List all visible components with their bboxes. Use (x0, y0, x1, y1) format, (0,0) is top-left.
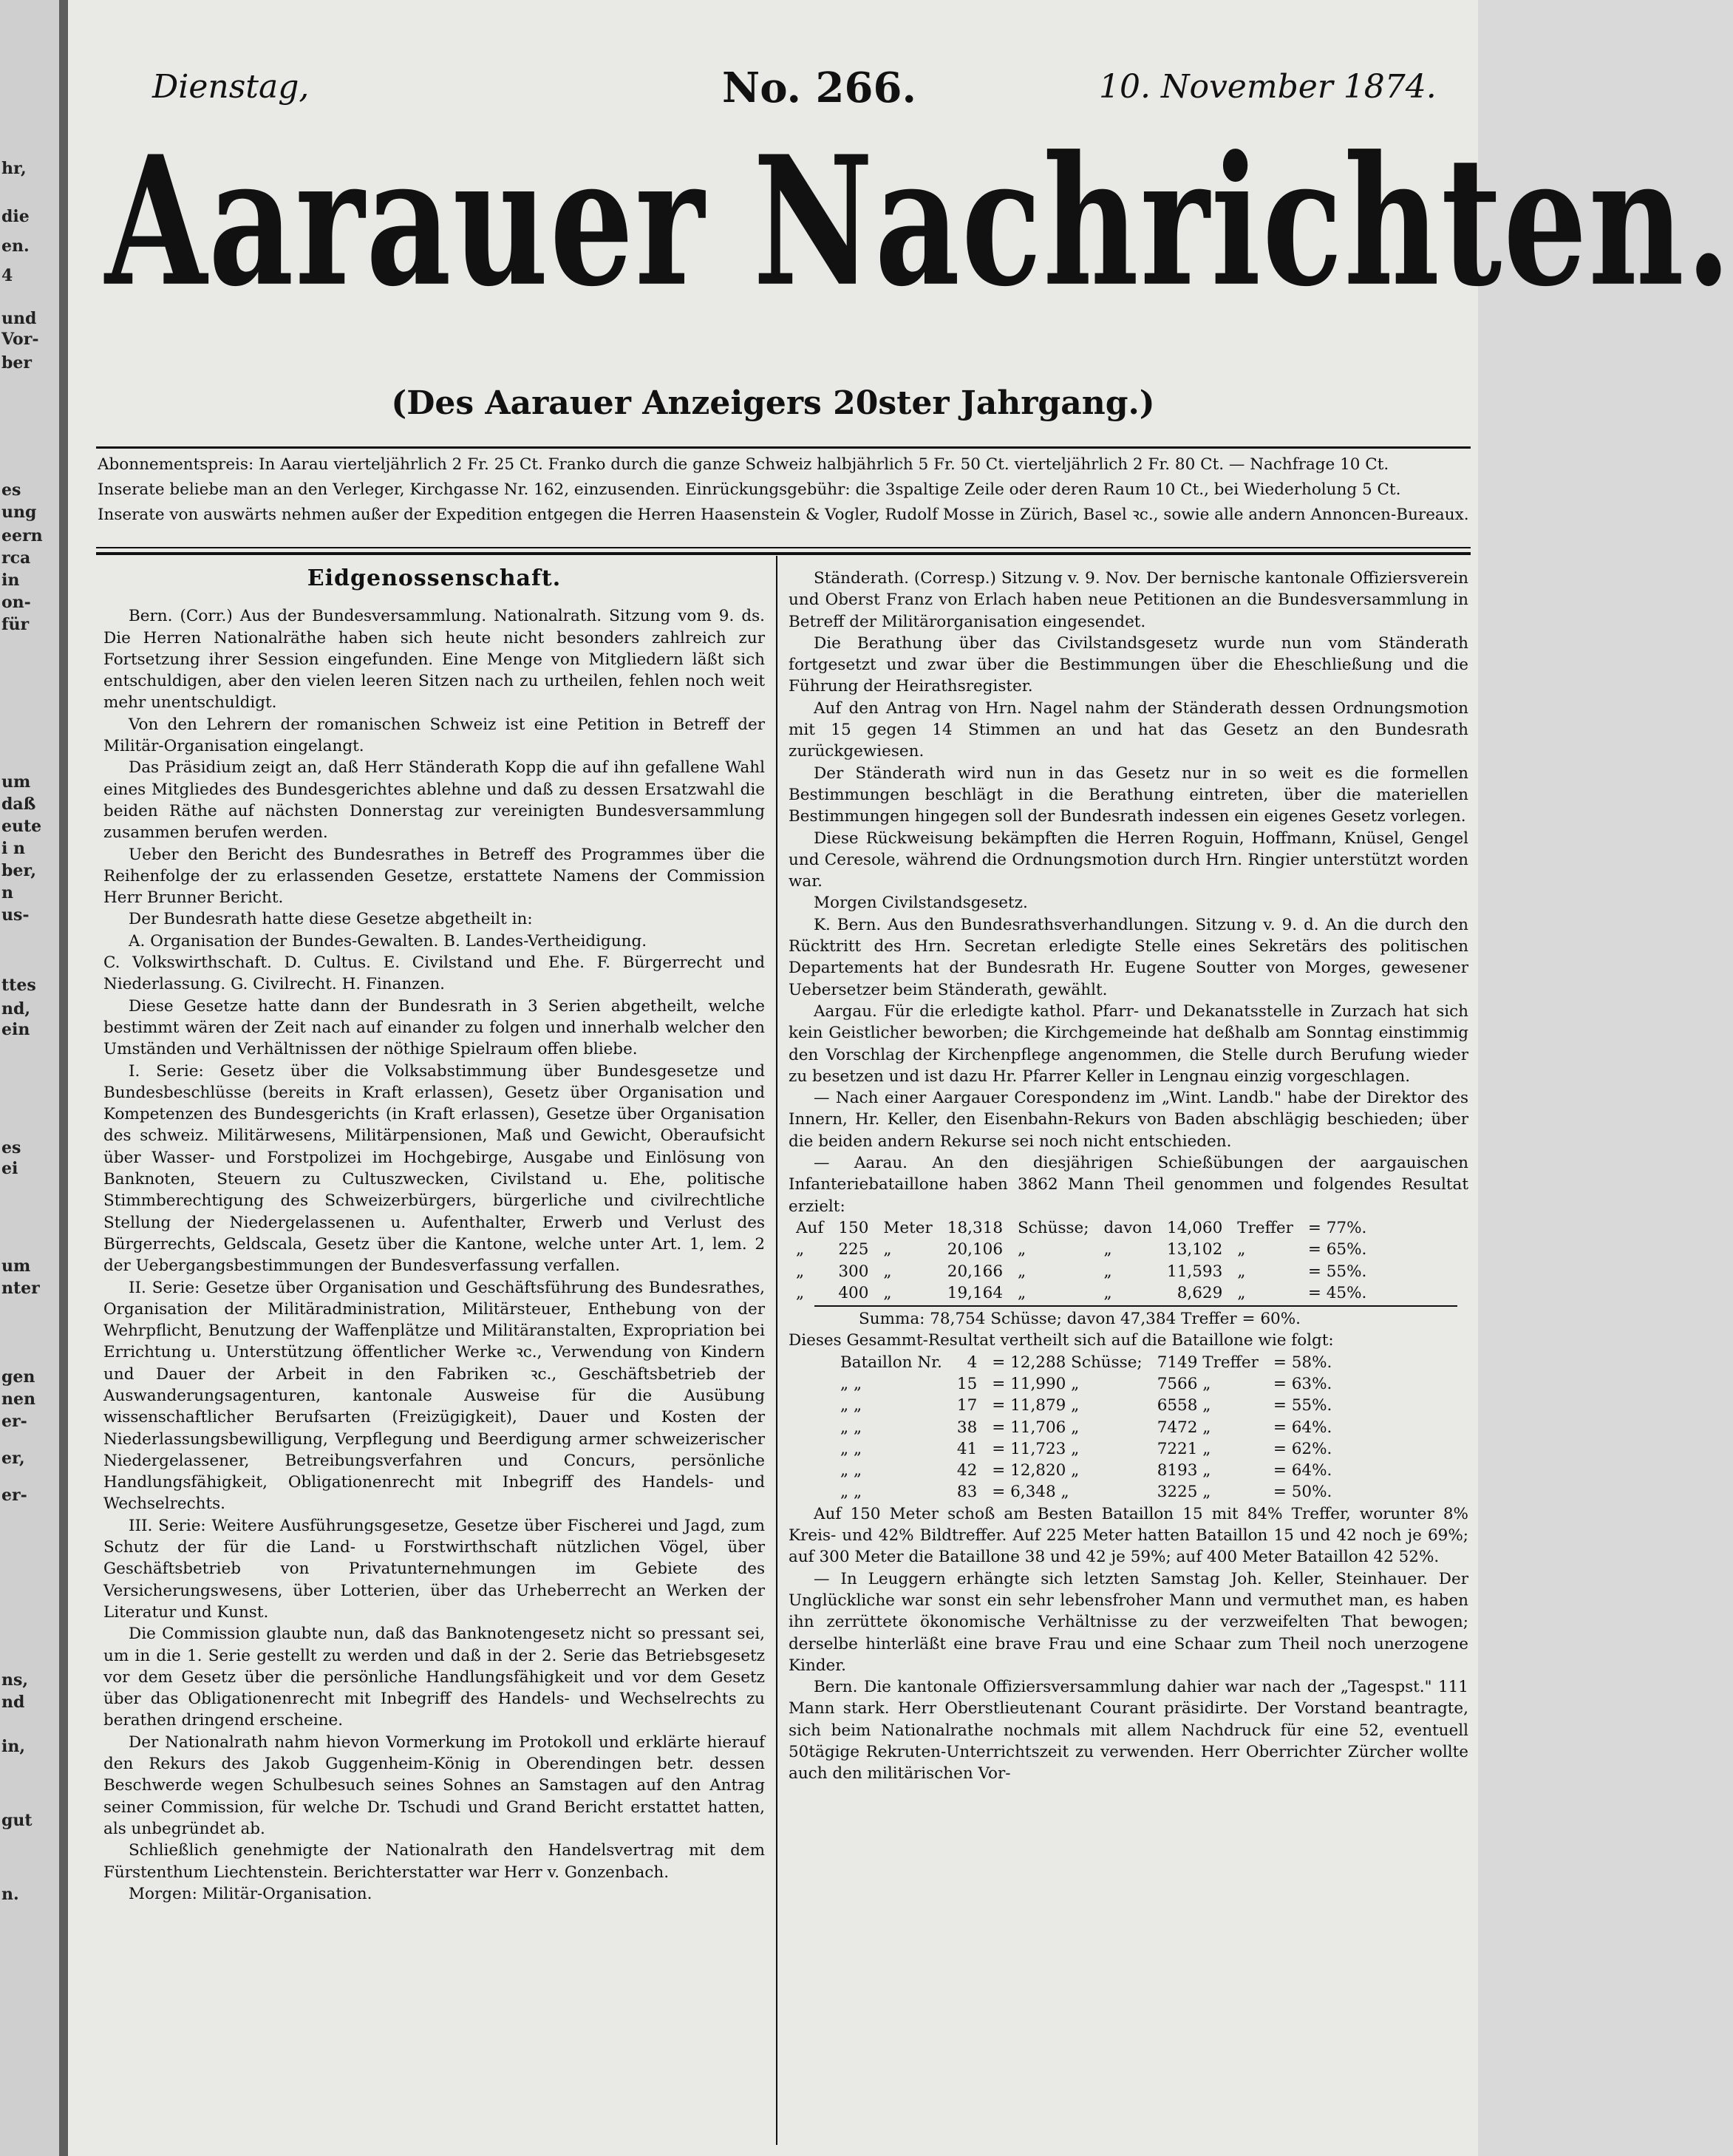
page-fold-shadow (59, 0, 68, 2156)
battalion-cell: „ „ (840, 1483, 862, 1502)
previous-page-fragment: nter (1, 1279, 40, 1298)
article-paragraph: — In Leuggern erhängte sich letzten Samstag Joh. Keller, Steinhauer. Der Unglückliche war sonst ein sehr lebensfroher Mann und vermuthet man, es haben ihn zerrüttete ökonomische Verhältnisse zu der verzweifelten That bewogen; derselbe hinterläßt eine brave Frau und eine Schaar zum Theil noch unerzogene Kinder. (789, 1569, 1468, 1675)
previous-page-fragment: i n (1, 839, 26, 858)
result-row (789, 1239, 1374, 1260)
battalion-cell: = 64%. (1273, 1461, 1332, 1480)
battalion-row (833, 1373, 1339, 1395)
previous-page-fragment: n. (1, 1885, 19, 1904)
distribution-intro: Dieses Gesammt-Resultat vertheilt sich auf die Bataillone wie folgt: (789, 1331, 1334, 1350)
previous-page-fragment: ein (1, 1020, 30, 1039)
article-paragraph: Die Berathung über das Civilstandsgesetz wurde nun vom Ständerath fortgesetzt und zwar über die Bestimmungen über die Eheschließung und die Führung der Heirathsregister. (789, 633, 1468, 696)
result-cell: „ (1018, 1262, 1026, 1281)
article-paragraph: C. Volkswirthschaft. D. Cultus. E. Civilstand und Ehe. F. Bürgerrecht und Niederlassung. G. Civilrecht. H. Finanzen. (103, 953, 765, 994)
previous-page-fragment: nd, (1, 999, 31, 1019)
result-cell: 150 (838, 1218, 869, 1237)
battalion-cell: = 63%. (1273, 1374, 1332, 1393)
article-paragraph: Die Commission glaubte nun, daß das Banknotengesetz nicht so pressant sei, um in die 1. Serie gestellt zu werden und daß in der 2. Serie das Betriebsgesetz vor dem Gesetz über die persönliche Handlungsfähigkeit und vor dem Gesetz über das Obligationenrecht mit Inbegriff des Handels- und Wechselrechts zu berathen dringend erscheine. (103, 1625, 765, 1730)
battalion-cell: Bataillon Nr. (840, 1353, 942, 1372)
left-column (103, 565, 765, 1905)
battalion-cell: 7472 „ (1157, 1418, 1211, 1437)
previous-page-fragment: für (1, 615, 30, 634)
previous-page-fragment: um (1, 772, 31, 792)
previous-page-fragment: er, (1, 1449, 25, 1468)
result-cell: „ (796, 1283, 805, 1302)
article-paragraph: Ständerath. (Corresp.) Sitzung v. 9. Nov. Der bernische kantonale Offiziersverein und Oberst Franz von Erlach haben neue Petitionen an die Bundesversammlung in Betreff der Militärorganisation eingesendet. (789, 569, 1468, 631)
article-paragraph: II. Serie: Gesetze über Organisation und Geschäftsführung des Bundesrathes, Organisation der Militäradministration, Militärsteuer, Enthebung von der Wehrpflicht, Benutzung der Waffenplätze und Militäranstalten, Expropriation bei Errichtung u. Unterstützung öffentlicher Werke ꝛc., Verwendung von Kindern und Dauer der Arbeit in den Fabriken ꝛc., Geschäftsbetrieb der Auswanderungsagenturen, kantonale Ausweise für die Ausübung wissenschaftlicher Berufsarten (Freizügigkeit), Dauer und Kosten der Niederlassungsbewilligung, Verpflegung und Beerdigung armer schweizerischer Niedergelassener, Betreibungsverfahren und Concurs, persönliche Handlungsfähigkeit, Obligationenrecht mit Inbegriff des Handels- und Wechselrechts. (103, 1278, 765, 1514)
result-cell: 400 (838, 1283, 869, 1302)
battalion-cell: = 62%. (1273, 1439, 1332, 1458)
article-paragraph: Der Nationalrath nahm hievon Vormerkung im Protokoll und erklärte hierauf den Rekurs des Jakob Guggenheim-König in Oberendingen betr. dessen Beschwerde wegen Schulbesuch seines Sohnes an Samstagen auf den Antrag seiner Commission, für welche Dr. Tschudi und Grand Bericht erstattet hatten, als unbegründet ab. (103, 1732, 765, 1838)
result-cell: „ (1103, 1262, 1112, 1281)
article-paragraph: Aargau. Für die erledigte kathol. Pfarr- und Dekanatsstelle in Zurzach hat sich kein Geistlicher beworben; die Kirchgemeinde hat deßhalb am Sonntag einstimmig den Vorschlag der Kirchenpflege angenommen, die Stelle durch Berufung wieder zu besetzen und ist dazu Hr. Pfarrer Keller in Lengnau einzig vorgeschlagen. (789, 1002, 1468, 1086)
article-paragraph: Bern. Die kantonale Offiziersversammlung dahier war nach der „Tagespst." 111 Mann stark. Herr Oberstlieutenant Courant präsidirte. Der Vorstand beantragte, sich beim Nationalrathe nochmals mit allem Nachdruck für eine 52, eventuell 50tägige Rekruten-Unterrichtszeit zu verwenden. Herr Oberrichter Zürcher wollte auch den militärischen Vor- (789, 1678, 1468, 1783)
battalion-row (833, 1438, 1339, 1460)
previous-page-fragment: ber, (1, 861, 37, 880)
previous-page-edge (0, 0, 68, 2156)
result-cell: „ (796, 1240, 805, 1259)
result-cell: „ (883, 1240, 892, 1259)
result-cell: „ (1018, 1240, 1026, 1259)
battalion-cell: = 58%. (1273, 1353, 1332, 1372)
shooting-results-table (789, 1217, 1374, 1304)
column-divider (776, 556, 777, 2145)
battalion-cell: = 12,820 „ (992, 1461, 1080, 1480)
masthead-subtitle: (Des Aarauer Anzeigers 20ster Jahrgang.) (391, 384, 1155, 422)
result-cell: 20,106 (947, 1240, 1004, 1259)
issue-date: 10. November 1874. (1099, 68, 1437, 106)
previous-page-fragment: er- (1, 1412, 27, 1431)
result-cell: 11,593 (1167, 1262, 1223, 1281)
result-cell: davon (1103, 1218, 1153, 1237)
result-cell: „ (1237, 1240, 1246, 1259)
section-title: Eidgenossenschaft. (307, 565, 562, 591)
result-cell: 19,164 (947, 1283, 1004, 1302)
battalion-cell: = 64%. (1273, 1418, 1332, 1437)
previous-page-fragment: ttes (1, 976, 36, 995)
header-rule (96, 446, 1471, 449)
battalion-cell: „ „ (840, 1461, 862, 1480)
previous-page-fragment: es (1, 480, 21, 500)
article-paragraph: I. Serie: Gesetz über die Volksabstimmung über Bundesgesetze und Bundesbeschlüsse (bereits in Kraft erlassen), Gesetz über Organisation und Kompetenzen des Bundesgerichts (in Kraft erlassen), Gesetze über Organisation des schweiz. Militärwesens, Militärpensionen, Maß und Gewicht, Oberaufsicht über Wasser- und Forstpolizei im Hochgebirge, Ausgabe und Einlösung von Banknoten, Steuern zu Cultuszwecken, Civilstand u. Ehe, politische Stimmberechtigung des Schweizerbürgers, bürgerliche und civilrechtliche Stellung der Niedergelassenen u. Aufenthalter, Erwerb und Verlust des Bürgerrechts, Geldscala, Gesetz über die Kantone, welche unter Art. 1, lem. 2 der Uebergangsbestimmungen der Bundesverfassung verfallen. (103, 1061, 765, 1276)
battalion-cell: = 11,706 „ (992, 1418, 1080, 1437)
battalion-cell: 7221 „ (1157, 1439, 1211, 1458)
masthead-title: Aarauer Nachrichten. (105, 117, 1733, 326)
previous-page-fragment: en. (1, 237, 30, 256)
battalion-cell: = 6,348 „ (992, 1483, 1069, 1502)
previous-page-fragment: us- (1, 905, 30, 925)
result-cell: 18,318 (947, 1218, 1004, 1237)
advert-info: Inserate beliebe man an den Verleger, Kirchgasse Nr. 162, einzusenden. Einrückungsgebühr: die 3spaltige Zeile oder deren Raum 10 Ct., bei Wiederholung 5 Ct. (98, 480, 1401, 499)
previous-page-fragment: nd (1, 1693, 25, 1712)
previous-page-fragment: on- (1, 593, 31, 612)
result-cell: „ (883, 1262, 892, 1281)
results-summa: Summa: 78,754 Schüsse; davon 47,384 Treffer = 60%. (859, 1310, 1301, 1329)
previous-page-fragment: es (1, 1138, 21, 1157)
previous-page-fragment: ei (1, 1159, 18, 1178)
previous-page-fragment: ung (1, 503, 37, 522)
battalion-cell: = 11,879 „ (992, 1396, 1080, 1415)
battalion-cell: 38 (956, 1418, 978, 1437)
result-cell: = 65%. (1307, 1240, 1367, 1259)
battalion-cell: 15 (956, 1374, 978, 1393)
result-cell: „ (1237, 1283, 1246, 1302)
battalion-cell: 4 (967, 1353, 978, 1372)
external-advert-info: Inserate von auswärts nehmen außer der Expedition entgegen die Herren Haasenstein & Vogler, Rudolf Mosse in Zürich, Basel ꝛc., sowie alle andern Annoncen-Bureaux. (98, 506, 1469, 524)
result-cell: „ (883, 1283, 892, 1302)
result-cell: „ (1103, 1240, 1112, 1259)
previous-page-fragment: die (1, 207, 30, 226)
battalion-cell: „ „ (840, 1439, 862, 1458)
previous-page-fragment: n (1, 883, 13, 902)
battalion-cell: 6558 „ (1157, 1396, 1211, 1415)
battalion-cell: 17 (956, 1396, 978, 1415)
previous-page-fragment: daß (1, 795, 36, 814)
previous-page-fragment: gen (1, 1367, 35, 1387)
battalion-cell: = 11,723 „ (992, 1439, 1080, 1458)
issue-number: No. 266. (722, 64, 916, 112)
battalion-cell: 42 (956, 1461, 978, 1480)
article-paragraph: Morgen: Militär-Organisation. (129, 1884, 372, 1903)
previous-page-fragment: Vor- (1, 330, 39, 349)
result-cell: „ (1237, 1262, 1246, 1281)
result-row (789, 1217, 1374, 1239)
subscription-info: Abonnementspreis: In Aarau vierteljährlich 2 Fr. 25 Ct. Franko durch die ganze Schweiz halbjährlich 5 Fr. 50 Ct. vierteljährlich 2 Fr. 80 Ct. — Nachfrage 10 Ct. (98, 455, 1389, 474)
battalion-cell: „ „ (840, 1396, 862, 1415)
result-cell: Meter (883, 1218, 933, 1237)
battalion-results-table (833, 1352, 1339, 1503)
result-row (789, 1282, 1374, 1304)
article-paragraph: Ueber den Bericht des Bundesrathes in Betreff des Programmes über die Reihenfolge der zu erlassenden Gesetze, erstattete Namens der Commission Herr Brunner Bericht. (103, 845, 765, 908)
article-paragraph: Diese Rückweisung bekämpften die Herren Roguin, Hoffmann, Knüsel, Gengel und Ceresole, während die Ordnungsmotion durch Hrn. Ringier unterstützt worden war. (789, 829, 1468, 891)
previous-page-fragment: und (1, 309, 37, 328)
newspaper-page (68, 0, 1733, 2156)
previous-page-fragment: gut (1, 1811, 33, 1830)
battalion-cell: 7149 Treffer (1157, 1353, 1259, 1372)
result-cell: 20,166 (947, 1262, 1004, 1281)
battalion-row (833, 1352, 1339, 1373)
battalion-row (833, 1481, 1339, 1503)
battalion-cell: „ „ (840, 1418, 862, 1437)
article-paragraph: — Aarau. An den diesjährigen Schießübungen der aargauischen Infanteriebataillone haben 3862 Mann Theil genommen und folgendes Resultat erzielt: (789, 1154, 1468, 1216)
article-paragraph: Schließlich genehmigte der Nationalrath den Handelsvertrag mit dem Fürstenthum Liechtenstein. Berichterstatter war Herr v. Gonzenbach. (103, 1841, 765, 1882)
result-cell: = 55%. (1307, 1262, 1367, 1281)
summa-rule (814, 1305, 1457, 1307)
battalion-cell: 41 (956, 1439, 978, 1458)
previous-page-fragment: in, (1, 1737, 26, 1756)
article-paragraph: III. Serie: Weitere Ausführungsgesetze, Gesetze über Fischerei und Jagd, zum Schutz der für die Land- u Forstwirthschaft nützlichen Vögel, über Geschäftsbetrieb von Privatunternehmungen im Gebiete des Versicherungswesens, über Lotterien, über das Urheberrecht an Werken der Literatur und Kunst. (103, 1516, 765, 1622)
previous-page-fragment: er- (1, 1486, 27, 1505)
battalion-cell: = 12,288 Schüsse; (992, 1353, 1143, 1372)
previous-page-fragment: nen (1, 1390, 35, 1409)
right-column (789, 568, 1468, 1785)
article-paragraph: Diese Gesetze hatte dann der Bundesrath in 3 Serien abgetheilt, welche bestimmt wären der Zeit nach auf einander zu folgen und innerhalb welcher den Umständen und Verhältnissen der nöthige Spielraum offen bliebe. (103, 996, 765, 1059)
article-paragraph: Auf 150 Meter schoß am Besten Bataillon 15 mit 84% Treffer, worunter 8% Kreis- und 42% Bildtreffer. Auf 225 Meter hatten Bataillon 15 und 42 noch je 69%; auf 300 Meter die Bataillone 38 und 42 je 59%; auf 400 Meter Bataillon 42 52%. (789, 1504, 1468, 1567)
header-rule-thick (96, 552, 1471, 555)
battalion-row (833, 1395, 1339, 1416)
article-paragraph: Morgen Civilstandsgesetz. (814, 894, 1028, 913)
battalion-row (833, 1460, 1339, 1481)
result-cell: 13,102 (1167, 1240, 1223, 1259)
previous-page-fragment: um (1, 1256, 31, 1276)
article-paragraph: A. Organisation der Bundes-Gewalten. B. Landes-Vertheidigung. (129, 931, 647, 951)
battalion-cell: 83 (956, 1483, 978, 1502)
result-cell: 225 (838, 1240, 869, 1259)
previous-page-fragment: 4 (1, 266, 13, 285)
previous-page-fragment: ns, (1, 1670, 29, 1690)
battalion-cell: 7566 „ (1157, 1374, 1211, 1393)
article-paragraph: Das Präsidium zeigt an, daß Herr Ständerath Kopp die auf ihn gefallene Wahl eines Mitgliedes des Bundesgerichtes ablehne und daß zu dessen Ersatzwahl die beiden Räthe auf nächsten Donnerstag zur vereinigten Bundesversammlung zusammen berufen werden. (103, 758, 765, 843)
article-paragraph: K. Bern. Aus den Bundesrathsverhandlungen. Sitzung v. 9. d. An die durch den Rücktritt des Hrn. Secretan erledigte Stelle eines Sekretärs des politischen Departements hat der Bundesrath Hr. Eugene Soutter von Morges, gewesener Uebersetzer beim Ständerath, gewählt. (789, 915, 1468, 999)
result-cell: Treffer (1237, 1218, 1293, 1237)
article-paragraph: Von den Lehrern der romanischen Schweiz ist eine Petition in Betreff der Militär-Organisation eingelangt. (103, 715, 765, 756)
battalion-cell: = 11,990 „ (992, 1374, 1080, 1393)
result-row (789, 1261, 1374, 1282)
battalion-cell: 8193 „ (1157, 1461, 1211, 1480)
result-cell: 300 (838, 1262, 869, 1281)
article-paragraph: Bern. (Corr.) Aus der Bundesversammlung. Nationalrath. Sitzung vom 9. ds. Die Herren Nationalräthe haben sich heute nicht besonders zahlreich zur Fortsetzung ihrer Session eingefunden. Eine Menge von Mitgliedern läßt sich entschuldigen, aber den vielen leeren Sitzen nach zu urtheilen, fehlen noch weit mehr unentschuldigt. (103, 607, 765, 713)
result-cell: 8,629 (1177, 1283, 1223, 1302)
battalion-row (833, 1417, 1339, 1438)
result-cell: = 77%. (1307, 1218, 1367, 1237)
battalion-cell: = 50%. (1273, 1483, 1332, 1502)
battalion-cell: 3225 „ (1157, 1483, 1211, 1502)
header-rule-thin (96, 547, 1471, 548)
result-cell: Schüsse; (1018, 1218, 1089, 1237)
battalion-cell: „ „ (840, 1374, 862, 1393)
result-cell: „ (1018, 1283, 1026, 1302)
result-cell: 14,060 (1167, 1218, 1223, 1237)
article-paragraph: Der Bundesrath hatte diese Gesetze abgetheilt in: (129, 910, 533, 929)
previous-page-fragment: eute (1, 817, 42, 836)
previous-page-fragment: rca (1, 548, 31, 568)
result-cell: Auf (796, 1218, 824, 1237)
weekday: Dienstag, (152, 68, 310, 106)
result-cell: „ (796, 1262, 805, 1281)
previous-page-fragment: in (1, 571, 20, 590)
previous-page-fragment: ber (1, 353, 32, 373)
battalion-cell: = 55%. (1273, 1396, 1332, 1415)
result-cell: „ (1103, 1283, 1112, 1302)
article-paragraph: Der Ständerath wird nun in das Gesetz nur in so weit es die formellen Bestimmungen beschlägt in die Berathung eintreten, über die materiellen Bestimmungen hingegen soll der Bundesrath indessen ein eigenes Gesetz vorlegen. (789, 764, 1468, 826)
result-cell: = 45%. (1307, 1283, 1367, 1302)
previous-page-fragment: eern (1, 526, 43, 545)
article-paragraph: Auf den Antrag von Hrn. Nagel nahm der Ständerath dessen Ordnungsmotion mit 15 gegen 14 Stimmen an und hat das Gesetz an den Bundesrath zurückgewiesen. (789, 698, 1468, 761)
article-paragraph: — Nach einer Aargauer Corespondenz im „Wint. Landb." habe der Direktor des Innern, Hr. Keller, den Eisenbahn-Rekurs von Baden abschlägig beschieden; über die beiden andern Rekurse sei noch nicht entschieden. (789, 1089, 1468, 1151)
previous-page-fragment: hr, (1, 159, 27, 178)
